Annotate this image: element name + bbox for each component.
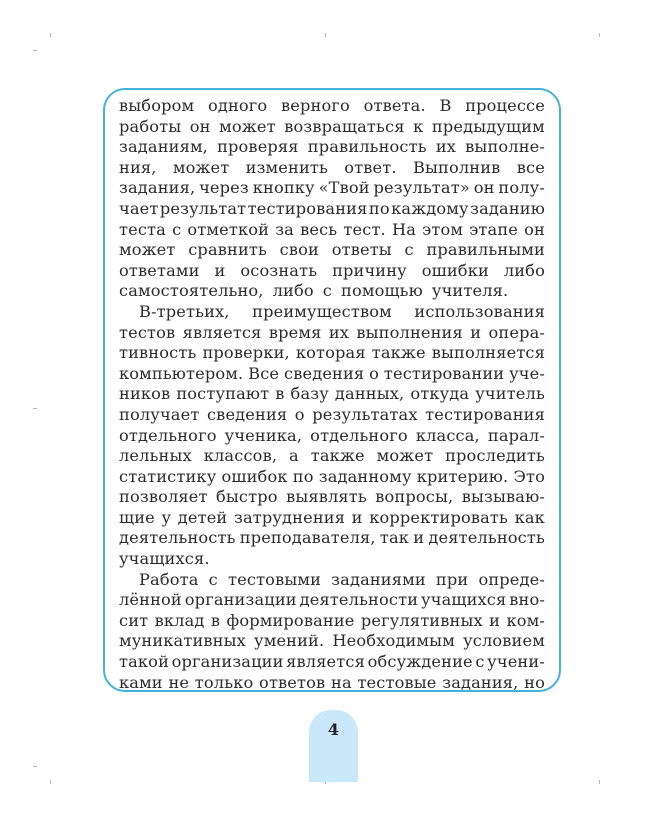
word: сведения — [206, 404, 288, 424]
word: тестовыми — [228, 569, 322, 589]
word: заданиям, — [119, 137, 208, 157]
word: учащихся — [421, 590, 507, 610]
word: отметкой — [187, 219, 270, 239]
word: компьютером. — [119, 363, 244, 383]
word: умений. — [254, 631, 325, 651]
word: процессе — [465, 96, 545, 115]
word: уче- — [509, 363, 545, 383]
word: по — [292, 466, 314, 486]
text-line — [119, 281, 545, 302]
text-line — [119, 631, 545, 652]
text-line — [119, 487, 545, 508]
word: может — [219, 116, 276, 136]
word: с — [322, 281, 332, 301]
word: так — [379, 528, 410, 548]
text-line — [119, 137, 545, 158]
word: опреде- — [478, 569, 545, 589]
word: правильными — [426, 240, 545, 260]
word: на — [331, 672, 352, 692]
word: тестировании — [383, 363, 505, 383]
word: за — [275, 219, 294, 239]
word: теста — [119, 219, 166, 239]
word: задания, — [442, 672, 519, 692]
word: такой — [119, 652, 170, 672]
text-line — [119, 323, 545, 344]
word: обсуждение — [367, 652, 473, 672]
word: с — [404, 240, 414, 260]
word: сведения — [284, 363, 365, 383]
word: результат» — [373, 178, 470, 198]
word: вопросы, — [375, 487, 454, 507]
text-line — [119, 240, 545, 261]
word: проверяя — [217, 137, 299, 157]
word: с — [172, 219, 182, 239]
crop-mark-top-right — [599, 33, 600, 37]
word: ответ. — [344, 157, 397, 177]
text-line — [119, 508, 545, 529]
word: весь — [300, 219, 338, 239]
text-line — [119, 446, 545, 467]
word: В — [439, 96, 452, 115]
word: ответами — [119, 260, 200, 280]
word: учени- — [487, 652, 545, 672]
word: является — [286, 652, 365, 672]
word: базу — [290, 384, 329, 404]
word: тестирования — [247, 198, 368, 218]
word: но — [524, 672, 545, 692]
word: по — [368, 198, 390, 218]
word: отдельного — [119, 425, 217, 445]
word: и — [470, 322, 482, 342]
page-number: 4 — [327, 720, 340, 739]
word: данных, — [334, 384, 405, 404]
word: откуда — [410, 384, 470, 404]
word: детей — [177, 507, 228, 527]
text-line — [119, 199, 545, 220]
word: получает — [119, 404, 200, 424]
word: предыдущим — [431, 116, 545, 136]
word: учитель — [475, 384, 545, 404]
word: преподавателя, — [239, 528, 376, 548]
crop-mark-top-center — [325, 33, 326, 37]
word: ком- — [506, 610, 545, 630]
word: опера- — [488, 322, 545, 342]
word: сит — [119, 610, 149, 630]
text-line — [119, 405, 545, 426]
word: кнопку — [252, 178, 315, 198]
word: он — [524, 219, 545, 239]
text-line — [119, 652, 545, 673]
word: может — [376, 446, 434, 466]
word: в — [275, 384, 285, 404]
text-line — [119, 570, 545, 591]
word: через — [199, 178, 249, 198]
crop-mark-top-left-v — [50, 33, 51, 37]
word: регулятивных — [360, 610, 483, 630]
word: чает — [119, 198, 159, 218]
text-line — [119, 302, 545, 323]
word: лённой — [119, 590, 182, 610]
word: парал- — [487, 425, 545, 445]
word: проверки, — [202, 343, 290, 363]
word: ответа. — [363, 96, 426, 115]
text-line — [119, 384, 545, 405]
word: Выполнив — [412, 157, 501, 177]
word: причину — [332, 260, 407, 280]
word: самостоятельно, — [119, 281, 264, 301]
word: только — [194, 672, 254, 692]
word: является — [182, 322, 262, 342]
word: помощью — [341, 281, 423, 301]
word: и — [489, 610, 501, 630]
word: тестирования — [425, 404, 545, 424]
word: класса, — [415, 425, 480, 445]
word: организации — [184, 590, 297, 610]
word: учащихся. — [119, 549, 210, 569]
word: как — [514, 507, 545, 527]
word: преимуществом — [252, 301, 392, 321]
crop-mark-bottom-right — [599, 780, 600, 784]
word: с — [208, 569, 218, 589]
text-line — [119, 528, 545, 549]
word: Все — [248, 363, 280, 383]
word: позволяет — [119, 487, 208, 507]
word: которая — [295, 343, 366, 363]
crop-mark-top-left-h — [33, 50, 37, 51]
word: Необходимым — [332, 631, 455, 651]
word: результат — [159, 198, 247, 218]
text-line — [119, 467, 545, 488]
word: одного — [207, 96, 268, 115]
word: деятельность — [428, 528, 545, 548]
word: классов, — [203, 446, 278, 466]
word: время — [268, 322, 322, 342]
word: ошибки — [421, 260, 489, 280]
word: либо — [272, 281, 314, 301]
crop-mark-bottom-left-h — [33, 766, 37, 767]
word: полу- — [498, 178, 545, 198]
word: этапе — [469, 219, 519, 239]
word: выполнения — [356, 322, 463, 342]
word: вызываю- — [461, 487, 545, 507]
bordered-text-frame — [103, 88, 561, 692]
word: и — [214, 260, 226, 280]
text-line — [119, 673, 545, 694]
text-line — [119, 96, 545, 117]
word: правильность — [307, 137, 427, 157]
word: отдельного — [310, 425, 408, 445]
word: использования — [414, 301, 545, 321]
word: организации — [171, 652, 284, 672]
text-line — [119, 178, 545, 199]
word: тест. — [343, 219, 386, 239]
text-line — [119, 364, 545, 385]
word: «Твой — [318, 178, 370, 198]
text-line — [119, 611, 545, 632]
word: в — [210, 610, 221, 630]
word: работы — [119, 116, 182, 136]
word: выявлять — [286, 487, 367, 507]
word: Это — [513, 466, 545, 486]
word: проследить — [445, 446, 545, 466]
word: тестовые — [357, 672, 437, 692]
word: сравнить — [188, 240, 267, 260]
word: В-третьих, — [139, 301, 230, 321]
word: осознать — [240, 260, 318, 280]
word: верного — [281, 96, 350, 115]
word: их — [435, 137, 457, 157]
word: корректировать — [369, 507, 508, 527]
word: не — [168, 672, 190, 692]
word: поступают — [176, 384, 270, 404]
word: вклад — [154, 610, 205, 630]
text-line — [119, 590, 545, 611]
word: щие — [119, 507, 155, 527]
word: муникативных — [119, 631, 246, 651]
word: результатах — [312, 404, 418, 424]
text-line — [119, 158, 545, 179]
word: выбором — [119, 96, 195, 115]
text-line — [119, 261, 545, 282]
word: возвращаться — [284, 116, 405, 136]
word: с — [475, 652, 485, 672]
word: Работа — [139, 569, 199, 589]
word: задания, — [119, 178, 196, 198]
word: быстро — [216, 487, 278, 507]
word: и — [413, 528, 425, 548]
word: критерию. — [416, 466, 509, 486]
word: деятельность — [119, 528, 236, 548]
word: деятельности — [299, 590, 419, 610]
word: тестов — [119, 322, 176, 342]
word: о — [294, 404, 305, 424]
word: он — [189, 116, 211, 136]
word: у — [161, 507, 172, 527]
word: ников — [119, 384, 171, 404]
word: учителя. — [431, 281, 509, 301]
word: затруднения — [233, 507, 346, 527]
word: выполне- — [465, 137, 545, 157]
word: На — [391, 219, 417, 239]
word: также — [371, 343, 426, 363]
text-line — [119, 426, 545, 447]
word: все — [516, 157, 545, 177]
word: ния, — [119, 157, 157, 177]
word: заданиями — [331, 569, 426, 589]
text-line — [119, 343, 545, 364]
word: вно- — [509, 590, 545, 610]
word: ответы — [331, 240, 392, 260]
word: лельных — [119, 446, 192, 466]
word: при — [435, 569, 469, 589]
crop-mark-mid-left — [33, 408, 37, 409]
word: выполняется — [431, 343, 545, 363]
text-line — [119, 117, 545, 138]
word: а — [289, 446, 299, 466]
word: тивность — [119, 343, 197, 363]
word: свои — [279, 240, 319, 260]
word: ошибок — [221, 466, 288, 486]
page-number-tab — [309, 710, 358, 782]
word: и — [351, 507, 363, 527]
word: ответов — [259, 672, 326, 692]
word: также — [310, 446, 365, 466]
word: может — [172, 157, 230, 177]
word: этом — [422, 219, 464, 239]
word: статистику — [119, 466, 217, 486]
text-line — [119, 220, 545, 241]
word: либо — [503, 260, 545, 280]
word: заданному — [318, 466, 412, 486]
word: каждому — [391, 198, 469, 218]
word: ками — [119, 672, 163, 692]
word: заданию — [470, 198, 545, 218]
word: условием — [463, 631, 545, 651]
word: о — [369, 363, 380, 383]
crop-mark-bottom-left-v — [50, 780, 51, 784]
word: может — [119, 240, 176, 260]
text-line — [119, 549, 545, 570]
word: ученика, — [224, 425, 303, 445]
word: он — [473, 178, 495, 198]
word: их — [328, 322, 350, 342]
word: формирование — [226, 610, 355, 630]
word: к — [413, 116, 424, 136]
word: изменить — [245, 157, 328, 177]
